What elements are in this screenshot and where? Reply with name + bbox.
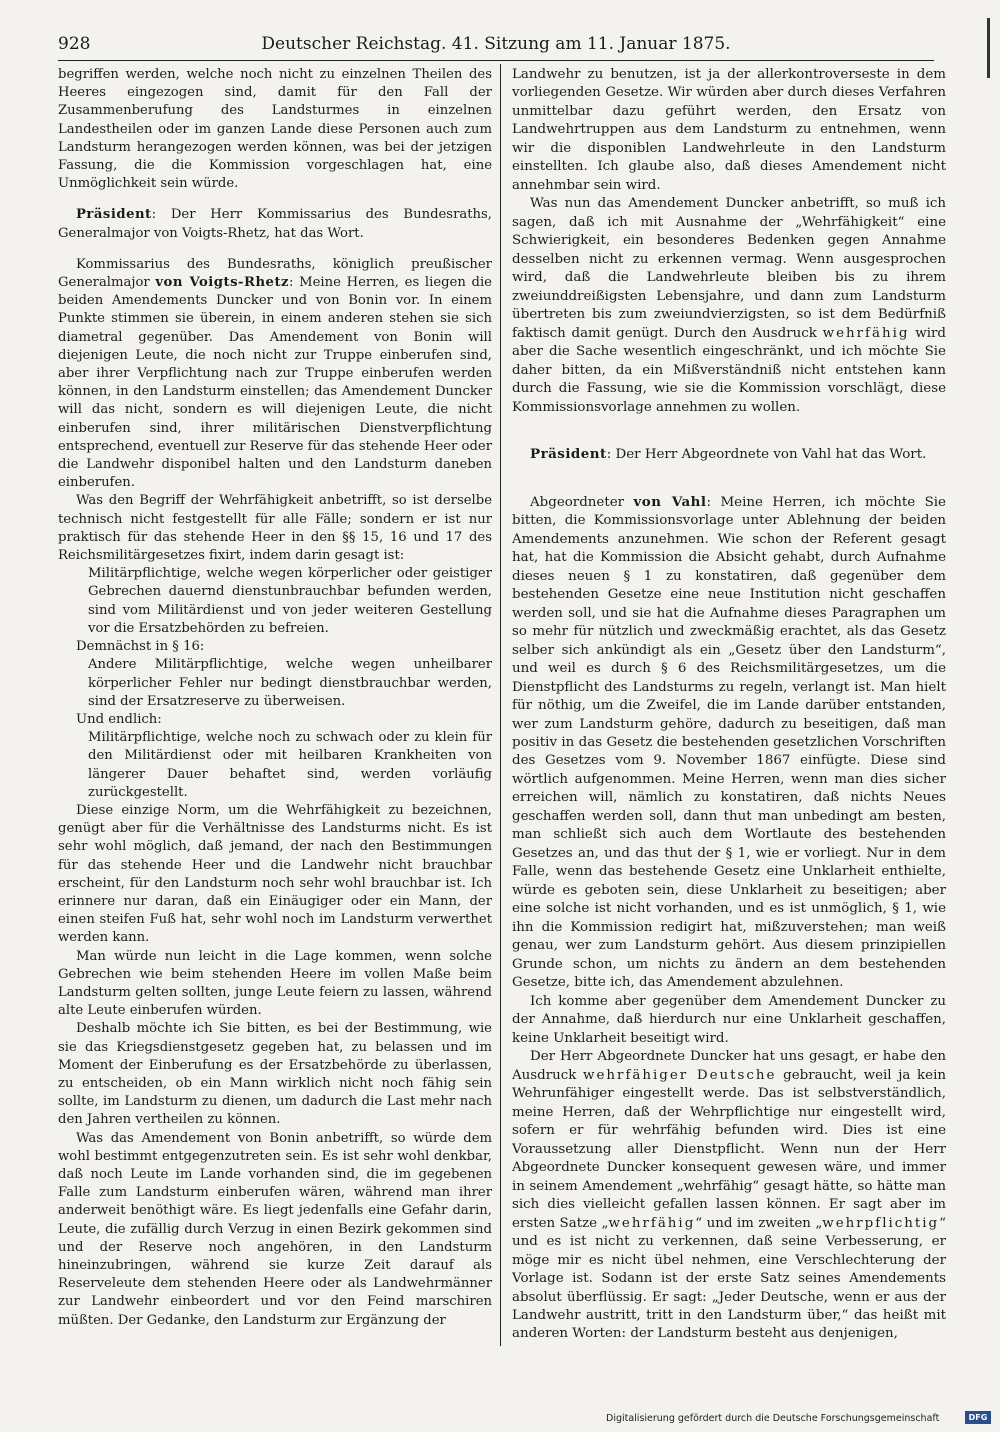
- paragraph: Und endlich:: [76, 711, 162, 727]
- dfg-logo: DFG: [965, 1411, 991, 1424]
- column-divider: [500, 64, 501, 1346]
- speaker-name: von Voigts-Rhetz: [155, 275, 290, 291]
- paragraph: Der Herr Abgeordnete Duncker hat uns gesagt, er habe den Ausdruck wehrfähiger Deutsche gebraucht, weil ja kein Wehrunfähiger eingestellt werde. Das ist selbstverständlich, meine Herren, daß der Wehrpflichtige nur eingestellt wird, sofern er für wehrfähig befunden wird. Dies ist eine Voraussetzung aller Dienstpflicht. Wenn nun der Herr Abgeordnete Duncker konsequent gewesen wäre, und immer in seinem Amendement „wehrfähig“ gesagt hätte, so hätte man sich dies vielleicht gefallen lassen können. Er sagt aber im ersten Satze „wehrfähig“ und im zweiten „wehrpflichtig“ und es ist nicht zu verkennen, daß seine Verbesserung, er möge mir es nicht übel nehmen, eine Verschlechterung der Vorlage ist. Sodann ist der erste Satz seines Amendements absolut überflüssig. Er sagt: „Jeder Deutsche, wenn er aus der Landwehr austritt, tritt in den Landsturm über,“ das heißt mit anderen Worten: der Landsturm besteht aus denjenigen,: [512, 1049, 947, 1342]
- paragraph: begriffen werden, welche noch nicht zu einzelnen Theilen des Heeres eingezogen sind, damit für den Fall der Zusammenberufung des Landsturmes in einzelnen Landestheilen oder im ganzen Lande diese Personen auch zum Landsturm herangezogen werden können, was bei der jetzigen Fassung, die die Kommission vorgeschlagen hat, eine Unmöglichkeit sein würde.: [58, 67, 492, 192]
- quotation: Andere Militärpflichtige, welche wegen unheilbarer körperlicher Fehler nur bedingt dienstbrauchbar werden, sind der Ersatzreserve zu überweisen.: [88, 657, 492, 709]
- paragraph: Was das Amendement von Bonin anbetrifft, so würde dem wohl bestimmt entgegenzutreten sein. Es ist sehr wohl denkbar, daß noch Leute im Lande vorhanden sind, die im gegebenen Falle zum Landsturm einberufen wären, während man ihrer anderweit benöthigt wäre. Es liegt jedenfalls eine Gefahr darin, Leute, die zufällig durch Verzug in einen Bezirk gekommen sind und der Reserve noch angehören, in den Landsturm hineinzubringen, während sie kurze Zeit darauf als Reserveleute dem stehenden Heere oder als Landwehrmänner zur Landwehr einbeordert und vor den Feind marschiren müßten. Der Gedanke, den Landsturm zur Ergänzung der: [58, 1130, 492, 1328]
- quotation: Militärpflichtige, welche noch zu schwach oder zu klein für den Militärdienst oder mit heilbaren Krankheiten von längerer Dauer behaftet sind, werden vorläufig zurückgestellt.: [88, 730, 492, 800]
- digitization-credit: Digitalisierung gefördert durch die Deutsche Forschungsgemeinschaft: [606, 1413, 940, 1424]
- paragraph: Demnächst in § 16:: [76, 639, 205, 655]
- paragraph: Präsident: Der Herr Kommissarius des Bundesraths, Generalmajor von Voigts-Rhetz, hat das Wort.: [58, 207, 492, 241]
- right-column: [512, 66, 946, 1344]
- paragraph: Präsident: Der Herr Abgeordnete von Vahl hat das Wort.: [530, 446, 927, 463]
- header-rule: [58, 60, 934, 61]
- speaker-name: von Vahl: [633, 493, 707, 510]
- paragraph: Deshalb möchte ich Sie bitten, es bei der Bestimmung, wie sie das Kriegsdienstgesetz gegeben hat, zu belassen und im Moment der Einberufung es der Ersatzbehörde zu überlassen, zu entscheiden, ob ein Mann wirklich nicht noch fähig sein sollte, im Landsturm zu dienen, um dadurch die Last mehr nach den Jahren vertheilen zu können.: [58, 1021, 492, 1128]
- paragraph: Abgeordneter von Vahl: Meine Herren, ich möchte Sie bitten, die Kommissionsvorlage unter Ablehnung der beiden Amendements anzunehmen. Wie schon der Referent gesagt hat, hat die Kommission die Absicht gehabt, durch Aufnahme dieses neuen § 1 zu konstatiren, daß gegenüber dem bestehenden Gesetze eine neue Institution nicht geschaffen werden soll, und sie hat die Aufnahme dieses Paragraphen um so mehr für nützlich und zweckmäßig erachtet, als das Gesetz selber sich ankündigt als ein „Gesetz über den Landsturm“, und weil es durch § 6 des Reichsmilitärgesetzes, um die Dienstpflicht des Landsturms zu regeln, verlangt ist. Man hielt für nöthig, um die Zweifel, die im Lande darüber entstanden, wer zum Landsturm gehöre, dadurch zu beseitigen, daß man positiv in das Gesetz die bestehenden gesetzlichen Vorschriften des Gesetzes vom 9. November 1867 einfügte. Diese sind wörtlich aufgenommen. Meine Herren, wenn man dies sicher erreichen will, nämlich zu konstatiren, daß nichts Neues geschaffen werden soll, dann thut man unbedingt am besten, man schließt sich auch dem Wortlaute des bestehenden Gesetzes an, und das thut der § 1, wie er vorliegt. Nur in dem Falle, wenn das bestehende Gesetz eine Unklarheit enthielte, würde es geboten sein, diese Unklarheit zu beseitigen; aber eine solche ist nicht vorhanden, und es ist unmöglich, § 1, wie ihn die Kommission redigirt hat, mißzuverstehen; man weiß genau, wer zum Landsturm gehört. Aus diesem prinzipiellen Grunde schon, um nichts zu ändern an dem bestehenden Gesetze, bitte ich, das Amendement abzulehnen.: [512, 493, 946, 991]
- page-edge-mark: [987, 18, 990, 78]
- paragraph: Was den Begriff der Wehrfähigkeit anbetrifft, so ist derselbe technisch nicht festgestellt für alle Fälle; sondern er ist nur praktisch für das stehende Heer in den §§ 15, 16 und 17 des Reichsmilitärgesetzes fixirt, indem darin gesagt ist:: [58, 493, 492, 564]
- paragraph: Man würde nun leicht in die Lage kommen, wenn solche Gebrechen wie beim stehenden Heere im vollen Maße beim Landsturm gelten sollten, junge Leute feiern zu lassen, während alte Leute einberufen würden.: [58, 948, 492, 1019]
- page-title: Deutscher Reichstag. 41. Sitzung am 11. Januar 1875.: [261, 34, 731, 54]
- paragraph: Ich komme aber gegenüber dem Amendement Duncker zu der Annahme, daß hierdurch nur eine Unklarheit geschaffen, keine Unklarheit beseitigt wird.: [512, 993, 946, 1046]
- paragraph: Diese einzige Norm, um die Wehrfähigkeit zu bezeichnen, genügt aber für die Verhältnisse des Landsturms nicht. Es ist sehr wohl möglich, daß jemand, der nach den Bestimmungen für das stehende Heer und die Landwehr nicht brauchbar erscheint, für den Landsturm noch sehr wohl brauchbar ist. Ich erinnere nur daran, daß ein Einäugiger oder ein Mann, der einen steifen Fuß hat, sehr wohl noch im Landsturm verwerthet werden kann.: [58, 802, 492, 946]
- speaker-name: Präsident: [530, 446, 607, 463]
- left-column: [58, 66, 492, 1330]
- quotation: Militärpflichtige, welche wegen körperlicher oder geistiger Gebrechen dauernd dienstunbrauchbar befunden werden, sind vom Militärdienst und von jeder weiteren Gestellung vor die Ersatzbehörden zu befreien.: [88, 566, 492, 636]
- page-number: 928: [58, 34, 91, 54]
- running-header: [58, 34, 934, 60]
- paragraph: Landwehr zu benutzen, ist ja der allerkontroverseste in dem vorliegenden Gesetze. Wir würden aber durch dieses Verfahren unmittelbar dazu geführt werden, den Ersatz von Landwehrtruppen aus dem Landsturm zu entnehmen, wenn wir die disponiblen Landwehrleute in den Landsturm einstellten. Ich glaube also, daß dieses Amendement nicht annehmbar sein wird.: [512, 67, 946, 193]
- speaker-name: Präsident: [76, 207, 152, 223]
- paragraph: Was nun das Amendement Duncker anbetrifft, so muß ich sagen, daß ich mit Ausnahme der „Wehrfähigkeit“ eine Schwierigkeit, ein besonderes Bedenken gegen Annahme desselben nicht zu erkennen vermag. Wenn ausgesprochen wird, daß die Landwehrleute bleiben bis zu ihrem zweiunddreißigsten Lebensjahre, und dann zum Landsturm übertreten bis zum zweiundvierzigsten, so ist dem Bedürfniß faktisch damit genügt. Durch den Ausdruck wehrfähig wird aber die Sache wesentlich eingeschränkt, und ich möchte Sie daher bitten, da ein Mißverständniß nicht entstehen kann durch die Fassung, wie sie die Kommission vorschlägt, diese Kommissionsvorlage annehmen zu wollen.: [512, 196, 946, 415]
- paragraph: Kommissarius des Bundesraths, königlich preußischer Generalmajor von Voigts-Rhetz: Meine Herren, es liegen die beiden Amendements Duncker und von Bonin vor. In einem Punkte stimmen sie überein, in einem anderen stehen sie sich diametral gegenüber. Das Amendement von Bonin will diejenigen Leute, die noch nicht zur Truppe einberufen sind, aber ihrer Verpflichtung nach zur Truppe einberufen werden können, in den Landsturm einstellen; das Amendement Duncker will das nicht, sondern es will diejenigen Leute, die nicht einberufen sind, ihrer militärischen Dienstverpflichtung entsprechend, eventuell zur Reserve für das stehende Heer oder die Landwehr disponibel halten und den Landsturm daneben einberufen.: [58, 256, 493, 491]
